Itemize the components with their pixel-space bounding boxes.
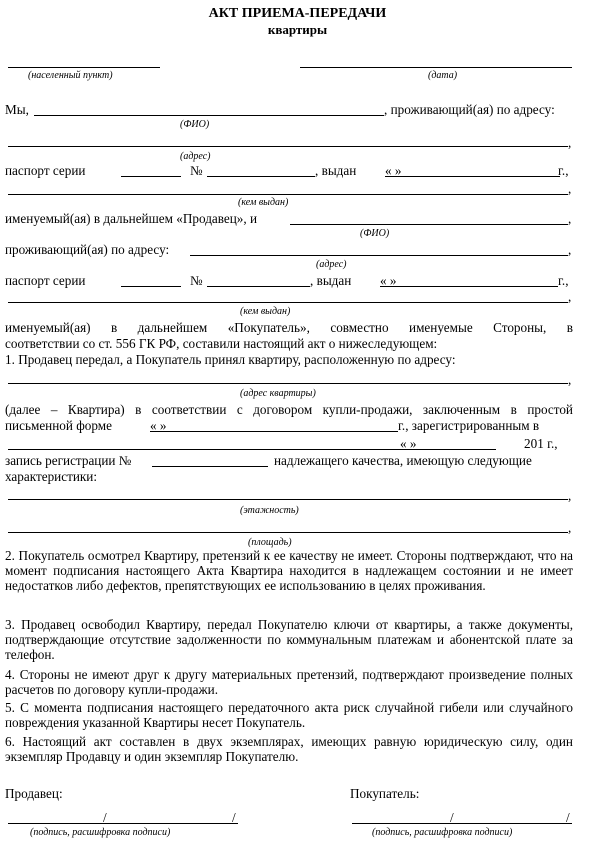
caption-area: (площадь) xyxy=(248,537,292,548)
slash: / xyxy=(103,810,107,825)
slash: / xyxy=(566,810,570,825)
caption-place: (населенный пункт) xyxy=(28,70,113,81)
fio1-field[interactable] xyxy=(34,115,384,116)
caption-flat-address: (адрес квартиры) xyxy=(240,388,316,399)
comma: , xyxy=(568,520,572,535)
floors-field[interactable] xyxy=(8,499,568,500)
seller-signature-field[interactable] xyxy=(8,823,238,824)
reg-number-field[interactable] xyxy=(152,466,268,467)
caption-date: (дата) xyxy=(428,70,458,81)
issued2-field[interactable] xyxy=(8,302,568,303)
caption-seller-signature: (подпись, расшифровка подписи) xyxy=(30,827,171,838)
text-passport1: паспорт серии xyxy=(5,163,86,178)
addr2-field[interactable] xyxy=(190,255,568,256)
caption-buyer-signature: (подпись, расшифровка подписи) xyxy=(372,827,513,838)
pass2-series-field[interactable] xyxy=(121,286,181,287)
text-residing2: проживающий(ая) по адресу: xyxy=(5,242,170,257)
registrar-field[interactable] xyxy=(8,449,400,450)
caption-fio1: (ФИО) xyxy=(180,119,210,130)
item-2: 2. Покупатель осмотрел Квартиру, претензий к ее качеству не имеет. Стороны подтверждают, что на момент подписания настоящего Акта Квартира находится в надлежащем состоянии и не имеет недостатков либо дефектов, препятствующих ее использованию в целях проживания. xyxy=(5,548,573,593)
text-reg-record: запись регистрации № xyxy=(5,453,132,468)
reg-date-field[interactable] xyxy=(400,449,496,450)
caption-issued1: (кем выдан) xyxy=(238,197,289,208)
place-field[interactable] xyxy=(8,67,160,68)
text-contract: (далее – Квартира) в соответствии с договором купли-продажи, заключенным в простой xyxy=(5,402,573,417)
pass1-series-field[interactable] xyxy=(121,176,181,177)
text-issued2: , выдан xyxy=(310,273,352,288)
fio2-field[interactable] xyxy=(290,224,568,225)
pass1-number-field[interactable] xyxy=(207,176,315,177)
pass1-date-field[interactable] xyxy=(385,176,560,177)
text-buyer-named: именуемый(ая) в дальнейшем «Покупатель», совместно именуемые Стороны, в xyxy=(5,320,573,335)
document-subtitle: квартиры xyxy=(267,22,328,37)
text-year1: г., xyxy=(558,163,569,178)
text-seller-named: именуемый(ая) в дальнейшем «Продавец», и xyxy=(5,211,258,226)
item-4: 4. Стороны не имеют друг к другу материальных претензий, подтверждают произведение полных расчетов по договору купли-продажи. xyxy=(5,667,573,697)
comma: , xyxy=(568,181,572,196)
slash: / xyxy=(450,810,454,825)
text-day2: « » xyxy=(380,273,397,288)
pass2-number-field[interactable] xyxy=(207,286,310,287)
buyer-label: Покупатель: xyxy=(350,786,420,801)
slash: / xyxy=(232,810,236,825)
pass2-date-field[interactable] xyxy=(380,286,558,287)
date-field[interactable] xyxy=(300,67,572,68)
comma: , xyxy=(568,135,572,150)
comma: , xyxy=(568,242,572,257)
caption-addr2: (адрес) xyxy=(316,259,347,270)
text-written-form: письменной форме xyxy=(5,418,112,433)
text-contract-day: « » xyxy=(150,418,167,433)
text-day1: « » xyxy=(385,163,402,178)
text-year2: г., xyxy=(558,273,569,288)
text-reg-day: « » xyxy=(400,436,417,451)
text-quality: надлежащего качества, имеющую следующие xyxy=(274,453,532,468)
seller-label: Продавец: xyxy=(5,786,63,801)
issued1-field[interactable] xyxy=(8,194,568,195)
item-5: 5. С момента подписания настоящего передаточного акта риск случайной гибели или случайного повреждения указанной Квартиры несет Покупатель. xyxy=(5,700,573,730)
item-3: 3. Продавец освободил Квартиру, передал Покупателю ключи от квартиры, а также документы, подтверждающие отсутствие задолженности по коммунальным платежам и абонентской плате за телефон. xyxy=(5,617,573,662)
comma: , xyxy=(568,488,572,503)
text-reg-year: 201 г., xyxy=(524,436,558,451)
contract-date-field[interactable] xyxy=(150,431,398,432)
text-item1: 1. Продавец передал, а Покупатель принял квартиру, расположенную по адресу: xyxy=(5,352,456,367)
addr1-field[interactable] xyxy=(8,146,568,147)
text-characteristics: характеристики: xyxy=(5,469,98,484)
text-no2: № xyxy=(190,273,203,288)
comma: , xyxy=(568,211,572,226)
document-title: АКТ ПРИЕМА-ПЕРЕДАЧИ xyxy=(208,6,387,21)
caption-floors: (этажность) xyxy=(240,505,299,516)
area-field[interactable] xyxy=(8,532,568,533)
text-issued1: , выдан xyxy=(315,163,357,178)
comma: , xyxy=(568,289,572,304)
text-registered: г., зарегистрированным в xyxy=(398,418,540,433)
item-6: 6. Настоящий акт составлен в двух экземплярах, имеющих равную юридическую силу, один экземпляр Продавцу и один экземпляр Покупателю. xyxy=(5,734,573,764)
text-passport2: паспорт серии xyxy=(5,273,86,288)
text-agreement: соответствии со ст. 556 ГК РФ, составили настоящий акт о нижеследующем: xyxy=(5,336,438,351)
caption-addr1: (адрес) xyxy=(180,151,211,162)
text-my: Мы, xyxy=(5,102,29,117)
caption-issued2: (кем выдан) xyxy=(240,306,291,317)
text-residing1: , проживающий(ая) по адресу: xyxy=(384,102,555,117)
caption-fio2: (ФИО) xyxy=(360,228,390,239)
buyer-signature-field[interactable] xyxy=(352,823,572,824)
comma: , xyxy=(568,372,572,387)
flat-address-field[interactable] xyxy=(8,383,568,384)
text-no1: № xyxy=(190,163,203,178)
